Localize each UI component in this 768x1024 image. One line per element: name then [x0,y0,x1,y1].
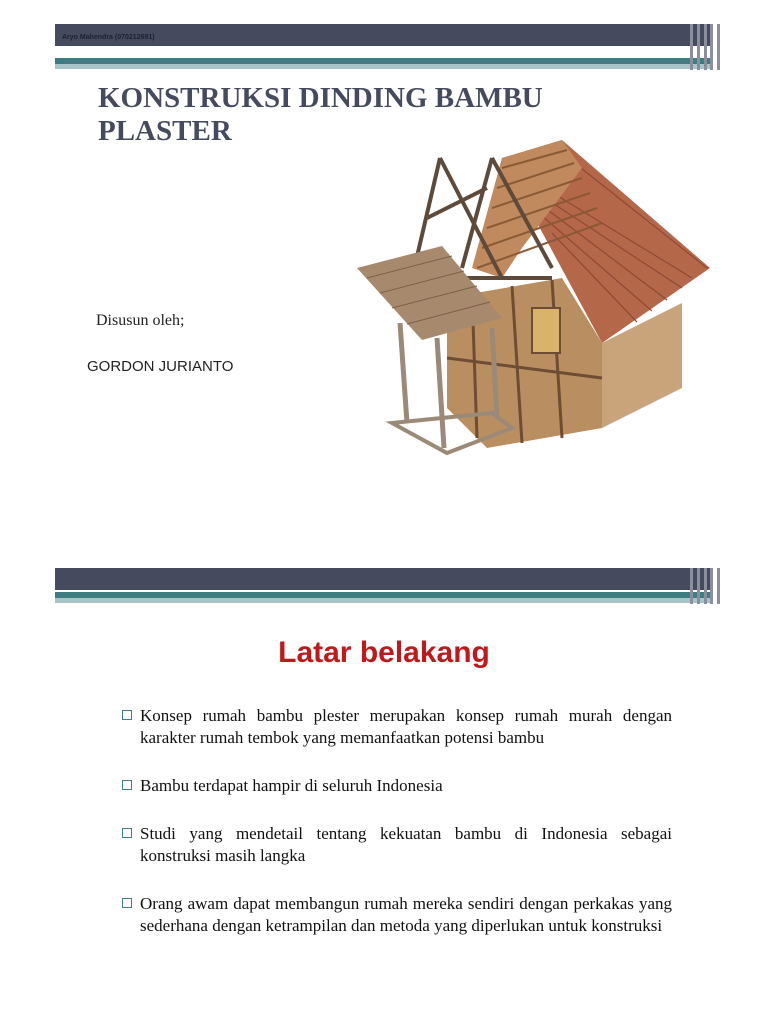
header-stripes [690,568,720,604]
header-stripes [690,24,720,70]
bamboo-house-illustration [352,128,712,458]
bullet-item: Orang awam dapat membangun rumah mereka sendiri dengan perkakas yang sederhana dengan ketrampilan dan metoda yang diperlukan untuk konstruksi [122,893,672,937]
checkbox-bullet-icon [122,780,132,790]
bullet-list [122,705,672,963]
presenter-name: GORDON JURIANTO [87,358,234,375]
header-band-dark [55,568,713,590]
checkbox-bullet-icon [122,898,132,908]
checkbox-bullet-icon [122,710,132,720]
header-band-light [55,598,713,603]
bullet-item: Konsep rumah bambu plester merupakan konsep rumah murah dengan karakter rumah tembok yang memanfaatkan potensi bambu [122,705,672,749]
bullet-item: Bambu terdapat hampir di seluruh Indonesia [122,775,672,797]
bullet-item: Studi yang mendetail tentang kekuatan bambu di Indonesia sebagai konstruksi masih langka [122,823,672,867]
prepared-by-label: Disusun oleh; [96,312,185,329]
slide-title: KONSTRUKSI DINDING BAMBU PLASTER [98,82,543,147]
author-label: Aryo Mahendra (070212691) [62,34,155,41]
checkbox-bullet-icon [122,828,132,838]
section-title: Latar belakang [278,636,490,669]
header-band-light [55,64,713,69]
